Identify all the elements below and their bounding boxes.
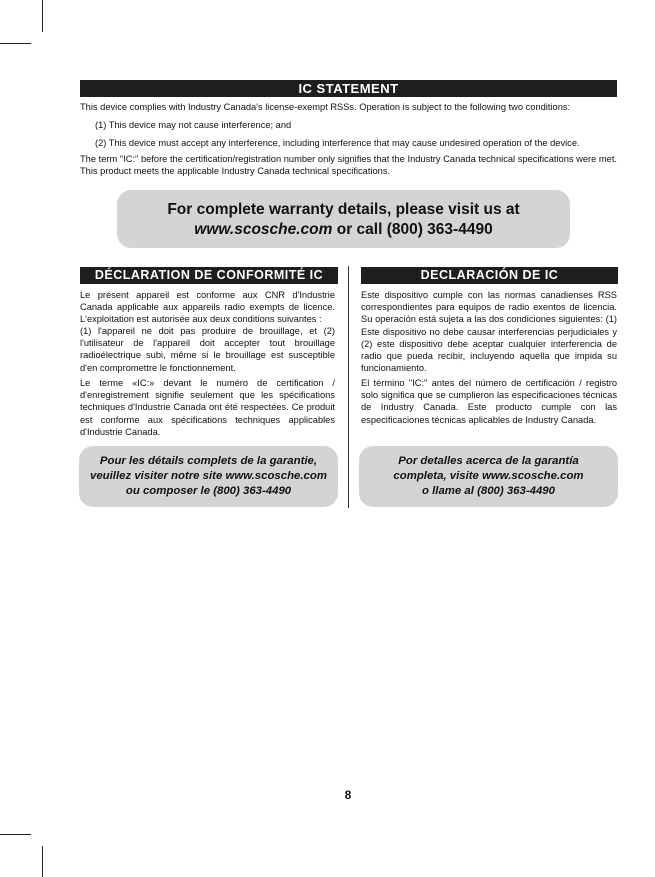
french-paragraph-2: (1) l'appareil ne doit pas produire de brouillage, et (2) l'utilisateur de l'appareil doit accepter tout brouillage radioélectrique subi, même si le brouillage est susceptible d'en compromettre le fonctionnement.: [80, 326, 335, 373]
warranty-box-spanish: [359, 446, 618, 507]
warranty-french-line-2-text: veuillez visiter notre site: [90, 470, 226, 482]
spanish-paragraph-1: Este dispositivo cumple con las normas canadienses RSS correspondientes para equipos de radio exentos de licencia. Su operación está sujeta a las dos condiciones siguientes: (1) Este dispositivo no debe causar interferencias perjudiciales y (2) este dispositivo debe aceptar cualquier interferencia de radio que pueda recibir, incluyendo aquella que impida su funcionamiento.: [361, 290, 617, 374]
crop-mark-bottom-left-vertical: [42, 846, 43, 877]
crop-mark-top-left-vertical: [42, 0, 43, 32]
warranty-spanish-line-2-text: completa, visite: [393, 470, 483, 482]
warranty-box-english: [117, 190, 570, 248]
warranty-english-phone: or call (800) 363-4490: [332, 221, 493, 238]
warranty-spanish-line-3: o llame al (800) 363-4490: [422, 485, 555, 497]
crop-mark-bottom-left-horizontal: [0, 834, 31, 835]
ic-statement-paragraph-1: This device complies with Industry Canada's license-exempt RSSs. Operation is subject to the following two conditions:: [80, 102, 571, 112]
ic-statement-condition-1: (1) This device may not cause interference; and: [95, 120, 292, 130]
crop-mark-top-left-horizontal: [0, 43, 31, 44]
warranty-french-line-3: ou composer le (800) 363-4490: [125, 485, 292, 497]
warranty-spanish-line-1: Por detalles acerca de la garantía: [398, 455, 579, 467]
column-divider: [348, 266, 349, 508]
warranty-french-url: www.scosche.com: [225, 470, 327, 482]
warranty-english-url: www.scosche.com: [194, 221, 333, 238]
spanish-section-title: DECLARACIÓN DE IC: [361, 267, 618, 284]
warranty-spanish-line-2: [359, 469, 618, 484]
french-paragraph-3: Le terme «IC:» devant le numéro de certification / d'enregistrement signifie seulement que les spécifications techniques d'Industrie Canada ont été respectées. Ce produit est conforme aux spécifications techniques applicables d'Industrie Canada.: [80, 378, 335, 437]
ic-statement-title: IC STATEMENT: [80, 80, 617, 97]
ic-statement-paragraph-2: The term "IC:" before the certification/registration number only signifies that the Industry Canada technical specifications were met. This product meets the applicable Industry Canada technical specifications.: [80, 154, 617, 177]
warranty-english-line-2: [117, 220, 570, 240]
spanish-paragraph-2: El término "IC:" antes del número de certificación / registro solo significa que se cumplieron las especificaciones técnicas de Industry Canada. Este producto cumple con las especificaciones técnicas aplicables de Industry Canada.: [361, 378, 617, 425]
french-section-title: DÉCLARATION DE CONFORMITÉ IC: [80, 267, 338, 284]
warranty-box-french: [79, 446, 338, 507]
french-paragraph-1: Le présent appareil est conforme aux CNR d'Industrie Canada applicable aux appareils radio exempts de licence. L'exploitation est autorisée aux deux conditions suivantes :: [80, 290, 335, 325]
warranty-french-line-2: [79, 469, 338, 484]
ic-statement-condition-2: (2) This device must accept any interference, including interference that may cause undesired operation of the device.: [95, 138, 580, 148]
warranty-french-line-1: Pour les détails complets de la garantie,: [99, 455, 318, 467]
warranty-english-line-1: For complete warranty details, please visit us at: [167, 201, 520, 218]
warranty-spanish-url: www.scosche.com: [482, 470, 584, 482]
page-number: 8: [344, 788, 352, 802]
